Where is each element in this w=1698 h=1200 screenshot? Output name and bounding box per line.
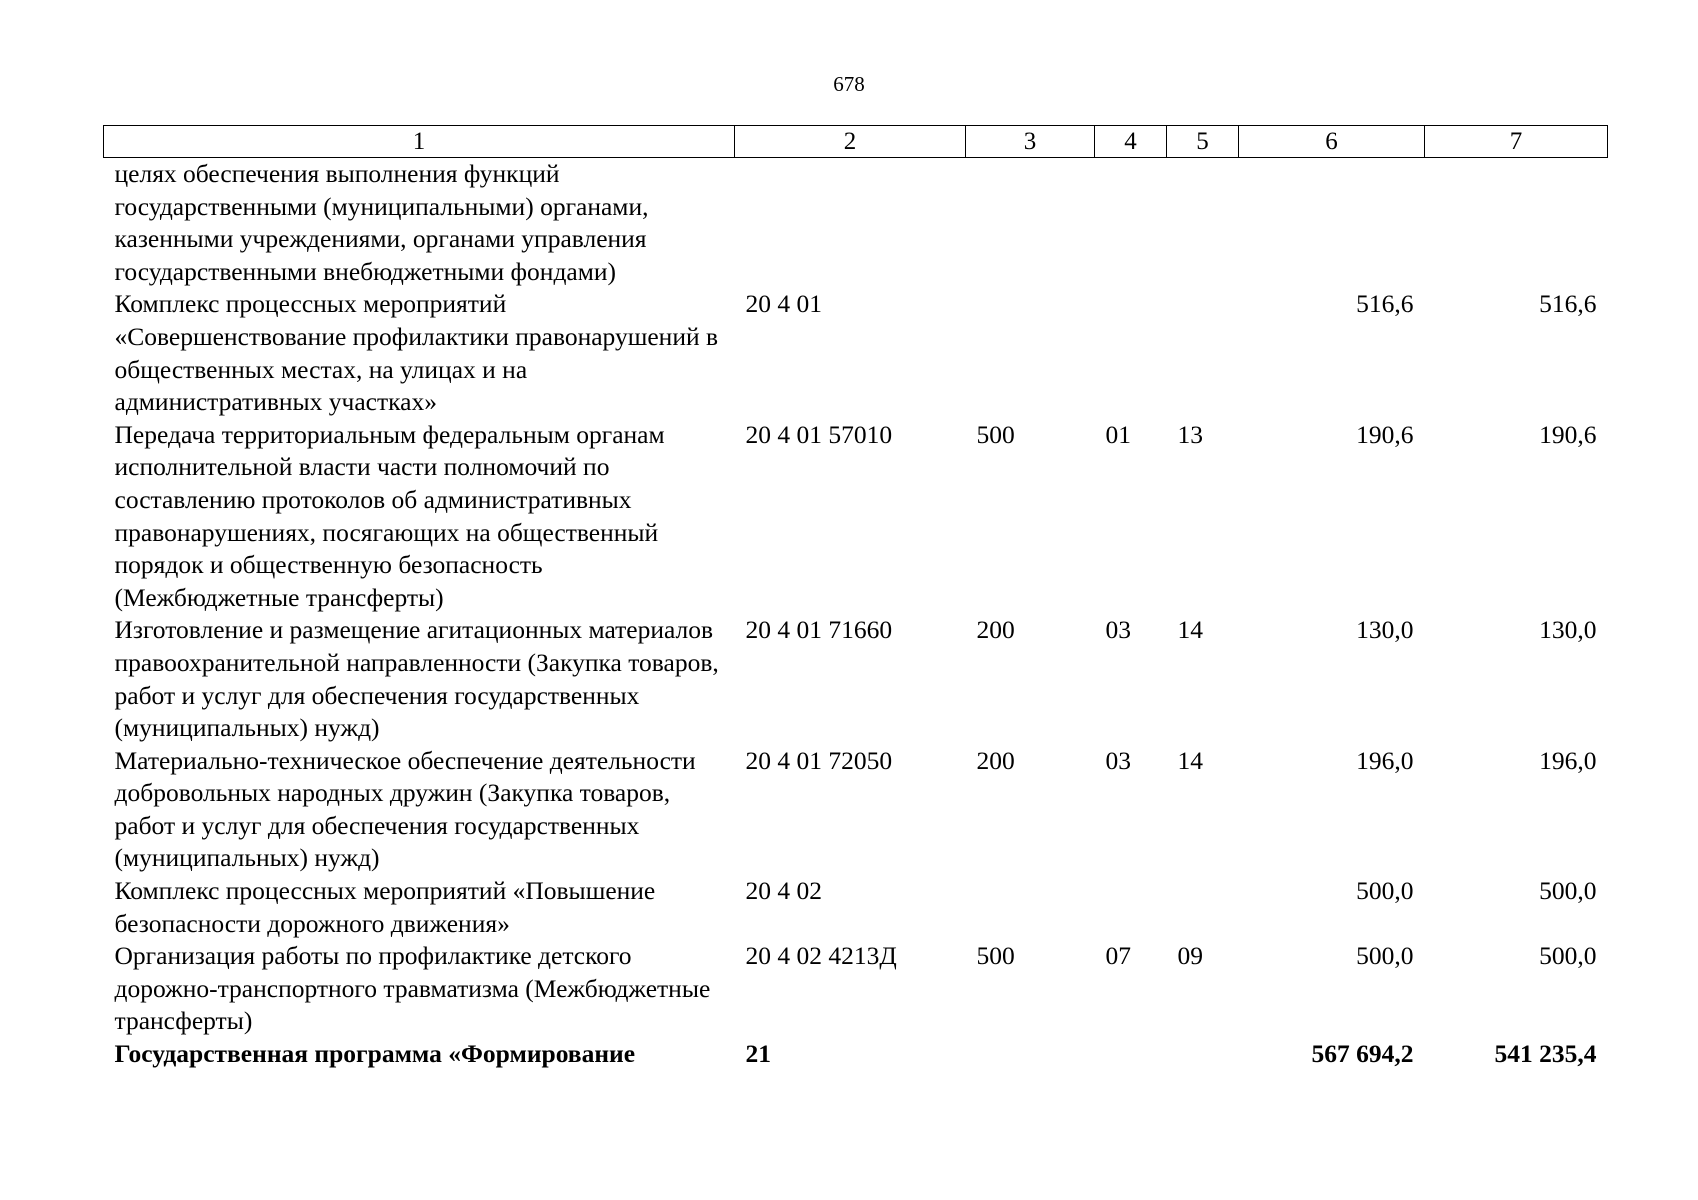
row-amount-col6: 500,0 (1356, 876, 1414, 906)
row-description: Комплекс процессных мероприятий «Совершенствование профилактики правонарушений в общественных местах, на улицах и на административных участках» (114, 289, 719, 417)
row-section (1095, 1038, 1167, 1071)
column-header-2: 2 (735, 126, 966, 158)
row-expense-type (966, 288, 1095, 418)
row-target-article: 20 4 01 57010 (745, 419, 893, 449)
table-row (104, 419, 1608, 615)
row-amount-col7: 130,0 (1539, 615, 1597, 645)
row-description: Передача территориальным федеральным органам исполнительной власти части полномочий по составлению протоколов об административных правонарушениях, посягающих на общественный порядок и общественную безопасность (Межбюджетные трансферты) (114, 419, 665, 612)
row-amount-col7: 516,6 (1539, 289, 1597, 319)
row-subsection (1167, 1038, 1239, 1071)
row-amount-col6: 190,6 (1356, 419, 1414, 449)
row-description: Комплекс процессных мероприятий «Повышение безопасности дорожного движения» (114, 876, 656, 938)
table-row (104, 875, 1608, 940)
row-section: 07 (1105, 941, 1131, 971)
row-subsection (1167, 288, 1239, 418)
row-section: 03 (1105, 745, 1131, 775)
row-amount-col7: 500,0 (1539, 876, 1597, 906)
table-row-program-total (104, 1038, 1608, 1071)
row-amount-col6: 130,0 (1356, 615, 1414, 645)
row-expense-type (966, 875, 1095, 940)
row-description: целях обеспечения выполнения функций государственными (муниципальными) органами, казенными учреждениями, органами управления государственными внебюджетными фондами) (114, 159, 649, 286)
row-subsection (1167, 875, 1239, 940)
row-section (1095, 875, 1167, 940)
header-row (104, 126, 1608, 158)
row-subsection: 13 (1177, 419, 1203, 449)
page-number: 678 (833, 72, 865, 96)
row-expense-type: 200 (976, 745, 1015, 775)
row-amount-col7: 196,0 (1539, 745, 1597, 775)
row-target-article: 20 4 01 (745, 289, 822, 319)
column-header-4: 4 (1095, 126, 1167, 158)
column-header-6: 6 (1239, 126, 1425, 158)
row-expense-type: 500 (976, 419, 1015, 449)
table-row (104, 745, 1608, 875)
table-header (104, 126, 1608, 158)
row-expense-type (966, 1038, 1095, 1071)
column-header-7: 7 (1425, 126, 1608, 158)
row-subsection: 14 (1177, 615, 1203, 645)
row-description: Изготовление и размещение агитационных материалов правоохранительной направленности (Закупка товаров, работ и услуг для обеспечения государственных (муниципальных) нужд) (114, 615, 719, 743)
table-row (104, 158, 1608, 289)
row-section (1095, 288, 1167, 418)
budget-table (103, 125, 1608, 1071)
column-header-3: 3 (966, 126, 1095, 158)
row-subsection (1167, 158, 1239, 289)
row-description: Организация работы по профилактике детского дорожно-транспортного травматизма (Межбюджетные трансферты) (114, 941, 711, 1036)
row-subsection: 09 (1177, 941, 1203, 971)
row-expense-type: 500 (976, 941, 1015, 971)
row-target-article: 20 4 02 (745, 876, 822, 906)
row-amount-col6: 196,0 (1356, 745, 1414, 775)
row-amount-col6 (1239, 158, 1425, 289)
row-subsection: 14 (1177, 745, 1203, 775)
row-target-article (735, 158, 966, 289)
row-amount-col7: 500,0 (1539, 941, 1597, 971)
row-description: Государственная программа «Формирование (114, 1039, 636, 1069)
column-header-1: 1 (104, 126, 735, 158)
row-section: 03 (1105, 615, 1131, 645)
row-expense-type: 200 (976, 615, 1015, 645)
row-expense-type (966, 158, 1095, 289)
row-section: 01 (1105, 419, 1131, 449)
row-target-article: 21 (745, 1039, 771, 1069)
row-amount-col7: 190,6 (1539, 419, 1597, 449)
row-target-article: 20 4 02 4213Д (745, 941, 897, 971)
row-description: Материально-техническое обеспечение деятельности добровольных народных дружин (Закупка товаров, работ и услуг для обеспечения государственных (муниципальных) нужд) (114, 745, 696, 873)
table-body (104, 158, 1608, 1071)
row-section (1095, 158, 1167, 289)
row-amount-col6: 500,0 (1356, 941, 1414, 971)
table-row (104, 940, 1608, 1038)
table-row (104, 614, 1608, 744)
row-amount-col7 (1425, 158, 1608, 289)
row-target-article: 20 4 01 71660 (745, 615, 893, 645)
row-target-article: 20 4 01 72050 (745, 745, 893, 775)
row-amount-col6: 516,6 (1356, 289, 1414, 319)
table-row (104, 288, 1608, 418)
row-amount-col7: 541 235,4 (1494, 1039, 1597, 1069)
column-header-5: 5 (1167, 126, 1239, 158)
row-amount-col6: 567 694,2 (1311, 1039, 1414, 1069)
